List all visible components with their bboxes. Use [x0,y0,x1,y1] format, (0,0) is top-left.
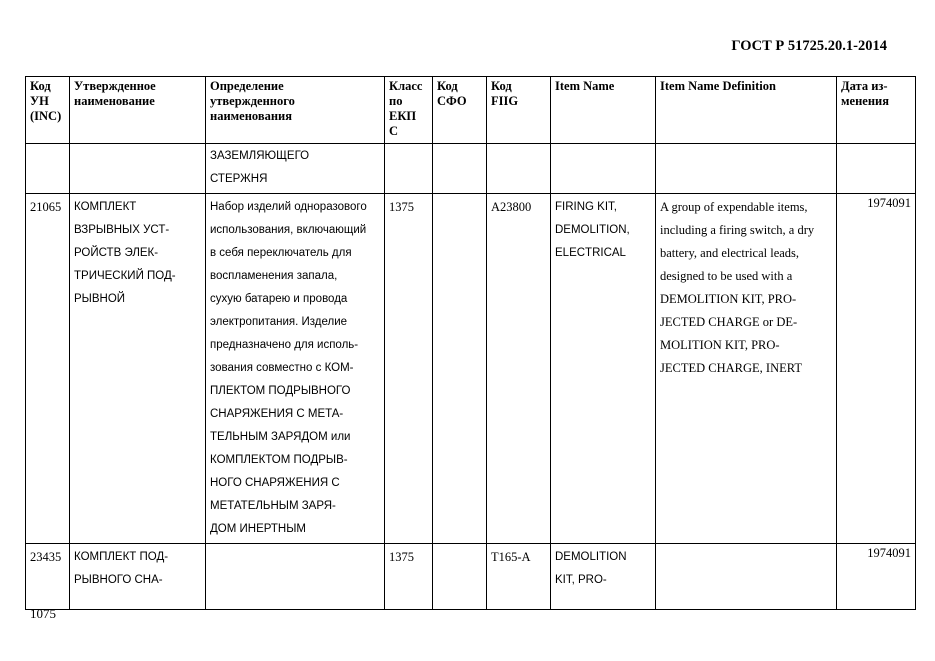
cell-approved-name: КОМПЛЕКТ ПОД- РЫВНОГО СНА- [70,544,206,610]
cell-inc: 23435 [26,544,70,610]
cell-approved-name [70,144,206,194]
cell-change-date [837,144,916,194]
col-header-change-date: Дата из- менения [837,77,916,144]
page-number: 1075 [30,606,56,621]
cell-change-date: 1974091 [837,544,916,610]
cell-sfo [433,544,487,610]
table-row [26,144,916,194]
cell-inc: 21065 [26,194,70,544]
cell-sfo [433,194,487,544]
cell-approved-name: КОМПЛЕКТ ВЗРЫВНЫХ УСТ- РОЙСТВ ЭЛЕК- ТРИЧЕСКИЙ ПОД- РЫВНОЙ [70,194,206,544]
cell-fiig: A23800 [487,194,551,544]
col-header-approved-name: Утвержденное наименование [70,77,206,144]
cell-item-name-definition [656,544,837,610]
document-header: ГОСТ Р 51725.20.1-2014 [731,38,887,54]
cell-fiig [487,144,551,194]
col-header-class: Класс по ЕКП С [385,77,433,144]
nomenclature-table [25,76,916,610]
cell-item-name [551,144,656,194]
cell-item-name: FIRING KIT, DEMOLITION, ELECTRICAL [551,194,656,544]
cell-inc [26,144,70,194]
cell-item-name-definition [656,144,837,194]
cell-change-date: 1974091 [837,194,916,544]
cell-sfo [433,144,487,194]
cell-name-definition: Набор изделий одноразового использования, включающий в себя переключатель для воспламенения запала, сухую батарею и провода электропитания. Изделие предназначено для исполь- зования совместно с КОМ- ПЛЕКТОМ ПОДРЫВНОГО СНАРЯЖЕНИЯ С МЕТА- ТЕЛЬНЫМ ЗАРЯДОМ или КОМПЛЕКТОМ ПОДРЫВ- НОГО СНАРЯЖЕНИЯ С МЕТАТЕЛЬНЫМ ЗАРЯ- ДОМ ИНЕРТНЫМ [206,194,385,544]
col-header-inc: Код УН (INC) [26,77,70,144]
cell-class [385,144,433,194]
cell-class: 1375 [385,194,433,544]
cell-name-definition: ЗАЗЕМЛЯЮЩЕГО СТЕРЖНЯ [206,144,385,194]
table-header-row [26,77,916,144]
col-header-item-name: Item Name [551,77,656,144]
col-header-sfo: Код СФО [433,77,487,144]
table-row [26,194,916,544]
cell-name-definition [206,544,385,610]
cell-item-name: DEMOLITION KIT, PRO- [551,544,656,610]
table-row [26,544,916,610]
col-header-fiig: Код FIIG [487,77,551,144]
col-header-name-definition: Определение утвержденного наименования [206,77,385,144]
cell-fiig: T165-A [487,544,551,610]
col-header-item-name-definition: Item Name Definition [656,77,837,144]
cell-item-name-definition: A group of expendable items, including a firing switch, a dry battery, and electrical leads, designed to be used with a DEMOLITION KIT, PRO- JECTED CHARGE or DE- MOLITION KIT, PRO- JECTED CHARGE, INERT [656,194,837,544]
cell-class: 1375 [385,544,433,610]
